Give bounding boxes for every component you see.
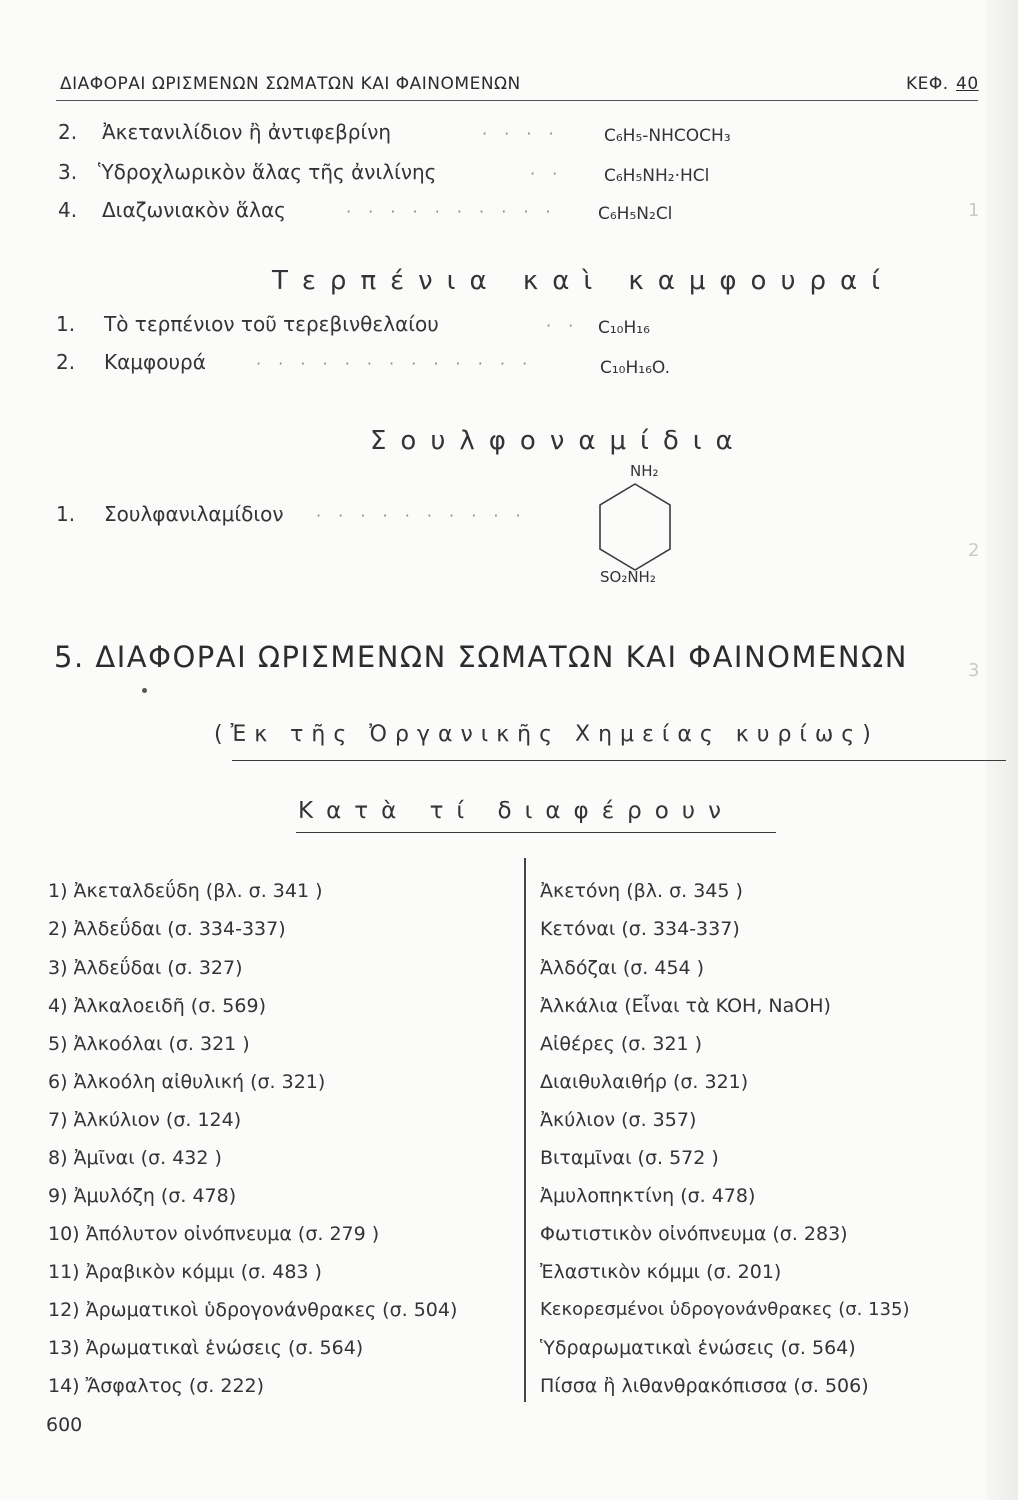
list-item: Αἰθέρες (σ. 321 ) [540, 1033, 703, 1055]
list-item: 13) Ἀρωματικαὶ ἑνώσεις (σ. 564) [48, 1337, 364, 1359]
bleed-through-mark: 2 [968, 540, 980, 561]
leader-dots: · · · · · · · · · · [346, 202, 557, 221]
page-number: 600 [46, 1414, 83, 1436]
list-item-number: 1. [56, 502, 76, 526]
list-item: 3) Ἀλδεΰδαι (σ. 327) [48, 957, 243, 979]
list-item: 5) Ἀλκοόλαι (σ. 321 ) [48, 1033, 250, 1055]
list-item: Ἐλαστικὸν κόμμι (σ. 201) [540, 1261, 782, 1283]
running-header-number: 40 [956, 74, 979, 94]
list-item: Βιταμῖναι (σ. 572 ) [540, 1147, 719, 1169]
leader-dots: · · · · [482, 124, 560, 143]
list-item: Ἀκύλιον (σ. 357) [540, 1109, 697, 1131]
list-item: Ἀμυλοπηκτίνη (σ. 478) [540, 1185, 756, 1207]
list-item: Ὑδραρωματικαὶ ἑνώσεις (σ. 564) [540, 1337, 856, 1359]
header-rule [56, 100, 978, 101]
structure-top-group: NH₂ [630, 462, 659, 480]
bleed-through-mark: 1 [968, 200, 980, 221]
chemical-formula: C₆H₅NH₂·HCl [604, 166, 710, 186]
leader-dots: · · [530, 164, 564, 183]
list-item: 4) Ἀλκαλοειδῆ (σ. 569) [48, 995, 266, 1017]
leader-dots: · · · · · · · · · · · · · [256, 354, 534, 373]
list-item-number: 4. [58, 198, 78, 222]
list-item-number: 2. [56, 350, 76, 374]
page-edge-shadow [986, 0, 1018, 1500]
leader-dots: · · [546, 316, 580, 335]
list-item: 14) Ἄσφαλτος (σ. 222) [48, 1375, 265, 1397]
list-item: 9) Ἀμυλόζη (σ. 478) [48, 1185, 237, 1207]
list-item: Κεκορεσμένοι ὑδρογονάνθρακες (σ. 135) [540, 1299, 910, 1320]
chemical-formula: C₆H₅N₂Cl [598, 204, 673, 224]
benzene-ring-structure [590, 478, 680, 578]
list-item: 8) Ἀμῖναι (σ. 432 ) [48, 1147, 222, 1169]
list-item: Πίσσα ἢ λιθανθρακόπισσα (σ. 506) [540, 1375, 869, 1397]
leader-dots: · · · · · · · · · · [316, 506, 527, 525]
subtitle-underline [232, 760, 1006, 761]
list-item: 7) Ἀλκύλιον (σ. 124) [48, 1109, 242, 1131]
list-item-number: 2. [58, 120, 78, 144]
list-item: Κετόναι (σ. 334-337) [540, 918, 740, 940]
list-item: Ἀκετόνη (βλ. σ. 345 ) [540, 880, 743, 902]
list-item-name: Σουλφανιλαμίδιον [104, 502, 284, 526]
list-item: Διαιθυλαιθήρ (σ. 321) [540, 1071, 749, 1093]
chemical-formula: C₆H₅-NHCOCH₃ [604, 126, 731, 146]
chapter-title: 5. ΔΙΑΦΟΡΑΙ ΩΡΙΣΜΕΝΩΝ ΣΩΜΑΤΩΝ ΚΑΙ ΦΑΙΝΟΜΕΝΩΝ [54, 640, 908, 674]
column-divider [524, 858, 526, 1402]
list-item: Ἀλκάλια (Εἶναι τὰ KOH, NaOH) [540, 995, 831, 1017]
structure-bottom-group: SO₂NH₂ [600, 568, 656, 586]
list-item: 6) Ἀλκοόλη αἰθυλική (σ. 321) [48, 1071, 326, 1093]
list-item-number: 3. [58, 160, 78, 184]
list-item: Φωτιστικὸν οἰνόπνευμα (σ. 283) [540, 1223, 848, 1245]
chemical-formula: C₁₀H₁₆ [598, 318, 650, 338]
list-item-name: Διαζωνιακὸν ἅλας [102, 198, 286, 222]
section-heading-sulfonamides: Σουλφοναμίδια [370, 426, 747, 456]
list-item-name: Τὸ τερπένιον τοῦ τερεβινθελαίου [104, 312, 439, 336]
list-item-name: Ὑδροχλωρικὸν ἅλας τῆς ἀνιλίνης [98, 160, 437, 184]
dot-mark [142, 688, 147, 693]
running-header-code: ΚΕΦ. [906, 74, 949, 94]
list-item: 12) Ἀρωματικοὶ ὑδρογονάνθρακες (σ. 504) [48, 1299, 458, 1321]
running-header-title: ΔΙΑΦΟΡΑΙ ΩΡΙΣΜΕΝΩΝ ΣΩΜΑΤΩΝ ΚΑΙ ΦΑΙΝΟΜΕΝΩΝ [60, 74, 521, 94]
chapter-subtitle: (Ἐκ τῆς Ὀργανικῆς Χημείας κυρίως) [214, 722, 879, 747]
list-item: 10) Ἀπόλυτον οἰνόπνευμα (σ. 279 ) [48, 1223, 380, 1245]
list-item-number: 1. [56, 312, 76, 336]
list-item: Ἀλδόζαι (σ. 454 ) [540, 957, 705, 979]
comparison-question: Κατὰ τί διαφέρουν [298, 798, 734, 824]
list-item-name: Ἀκετανιλίδιον ἢ ἀντιφεβρίνη [102, 120, 392, 144]
bleed-through-mark: 3 [968, 660, 980, 681]
section-heading-terpenes: Τερπένια καὶ καμφουραί [272, 266, 894, 296]
list-item: 1) Ἀκεταλδεΰδη (βλ. σ. 341 ) [48, 880, 323, 902]
chemical-formula: C₁₀H₁₆O. [600, 358, 671, 378]
list-item: 2) Ἀλδεΰδαι (σ. 334-337) [48, 918, 286, 940]
list-item: 11) Ἀραβικὸν κόμμι (σ. 483 ) [48, 1261, 322, 1283]
question-underline [296, 832, 776, 833]
list-item-name: Καμφουρά [104, 350, 206, 374]
